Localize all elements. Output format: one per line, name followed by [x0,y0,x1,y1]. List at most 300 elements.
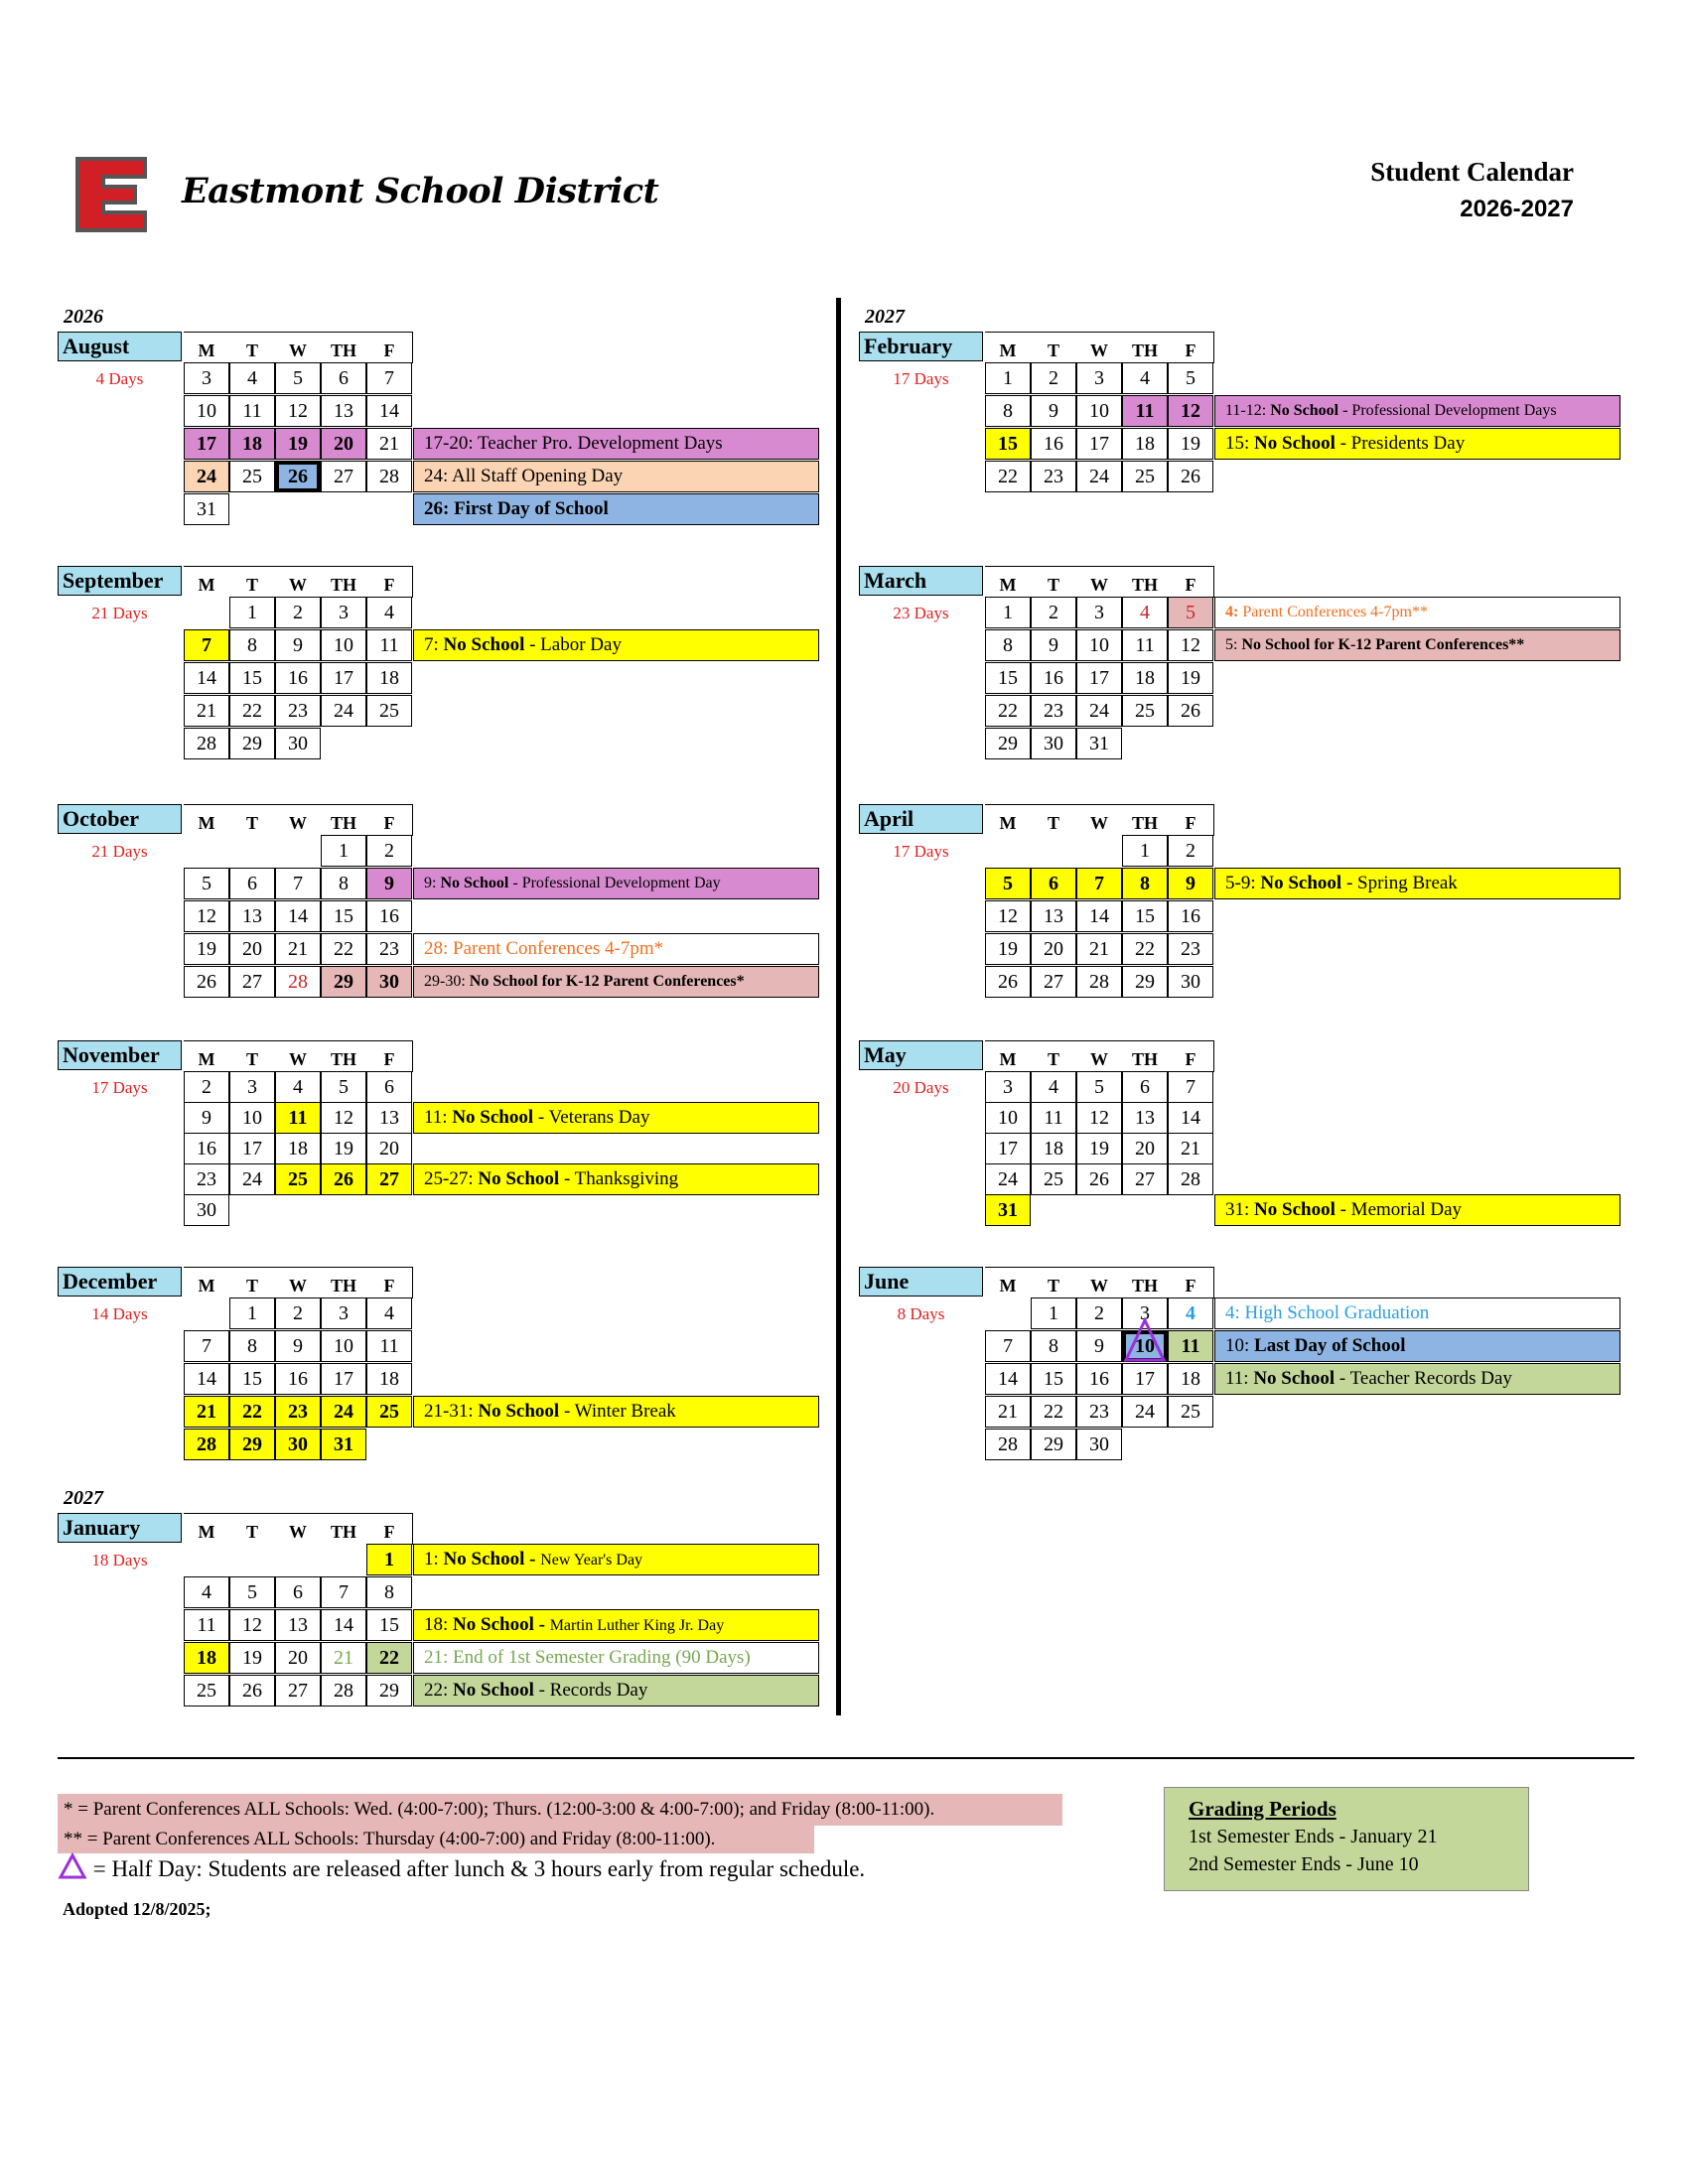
date-cell[interactable]: 24 [184,461,229,492]
weekday-header-row [184,1513,413,1545]
date-cell[interactable]: 11 [184,1609,229,1641]
date-cell[interactable]: 2 [275,597,321,628]
date-cell[interactable]: 25 [1031,1163,1076,1195]
date-cell[interactable]: 9 [1031,395,1076,427]
date-cell[interactable]: 28 [275,966,321,998]
date-cell[interactable]: 14 [275,900,321,932]
date-cell[interactable]: 26 [321,1163,366,1195]
date-cell[interactable]: 28 [321,1675,366,1706]
date-cell[interactable]: 18 [1122,428,1168,460]
grading-period-2: 2nd Semester Ends - June 10 [1189,1853,1419,1875]
date-cell[interactable]: 10 [184,395,229,427]
event-note-text: 22: [424,1680,454,1701]
date-cell[interactable]: 5 [275,362,321,394]
date-cell[interactable]: 28 [1076,966,1122,998]
date-cell[interactable]: 29 [229,1429,275,1460]
date-cell[interactable]: 3 [985,1071,1031,1103]
date-cell[interactable]: 16 [1076,1363,1122,1395]
date-cell[interactable]: 26 [1076,1163,1122,1195]
date-cell[interactable]: 1 [229,597,275,628]
weekday-header: T [245,575,258,595]
date-cell[interactable]: 22 [229,1396,275,1428]
event-note [413,1102,819,1134]
date-cell[interactable]: 18 [1168,1363,1213,1395]
date-cell[interactable]: 10 [321,1330,366,1362]
date-cell[interactable]: 19 [321,1133,366,1164]
date-cell[interactable]: 17 [229,1133,275,1164]
date-cell[interactable]: 20 [1122,1133,1168,1164]
date-cell[interactable]: 21 [1168,1133,1213,1164]
date-cell[interactable]: 2 [1168,835,1213,867]
weekday-header: TH [1131,813,1158,833]
date-cell[interactable]: 11 [366,1330,412,1362]
event-note [413,933,819,965]
date-cell[interactable]: 7 [366,362,412,394]
date-cell[interactable]: 28 [1168,1163,1213,1195]
date-cell[interactable]: 13 [275,1609,321,1641]
date-cell[interactable]: 8 [229,1330,275,1362]
date-cell[interactable]: 16 [275,1363,321,1395]
event-note [413,966,819,998]
weekday-header-row [184,1267,413,1298]
date-cell[interactable]: 5 [184,868,229,899]
month-name: August [58,332,182,361]
date-cell[interactable]: 8 [1122,868,1168,899]
date-cell[interactable]: 28 [366,461,412,492]
date-cell[interactable]: 10 [1076,395,1122,427]
date-cell[interactable]: 18 [366,662,412,694]
weekday-header: TH [1131,1276,1158,1296]
date-cell[interactable]: 8 [985,629,1031,661]
date-cell[interactable]: 23 [1031,695,1076,727]
date-cell[interactable]: 23 [1168,933,1213,965]
event-note-text: - Winter Break [559,1401,676,1422]
date-cell[interactable]: 12 [229,1609,275,1641]
date-cell[interactable]: 21 [1076,933,1122,965]
date-cell[interactable]: 6 [229,868,275,899]
date-cell[interactable]: 22 [985,695,1031,727]
date-cell[interactable]: 1 [985,362,1031,394]
date-cell[interactable]: 25 [1122,461,1168,492]
date-cell[interactable]: 12 [985,900,1031,932]
date-cell[interactable]: 10 [1122,1330,1168,1362]
date-cell[interactable]: 28 [184,1429,229,1460]
date-cell[interactable]: 25 [275,1163,321,1195]
date-cell[interactable]: 27 [229,966,275,998]
date-cell[interactable]: 16 [184,1133,229,1164]
date-cell[interactable]: 18 [229,428,275,460]
date-cell[interactable]: 6 [366,1071,412,1103]
date-cell[interactable]: 3 [184,362,229,394]
date-cell[interactable]: 4 [229,362,275,394]
footer-divider [58,1757,1634,1759]
date-cell[interactable]: 25 [366,1396,412,1428]
date-cell[interactable]: 15 [321,900,366,932]
date-cell[interactable]: 18 [1031,1133,1076,1164]
date-cell[interactable]: 18 [275,1133,321,1164]
date-cell[interactable]: 29 [366,1675,412,1706]
date-cell[interactable]: 14 [184,662,229,694]
event-note-text: No School for K-12 Parent Conferences** [1241,636,1525,653]
page-title: Student Calendar [1370,157,1574,187]
date-cell[interactable]: 28 [184,728,229,759]
school-days-count: 21 Days [91,842,148,861]
date-cell[interactable]: 3 [1122,1297,1168,1329]
date-cell[interactable]: 3 [1076,597,1122,628]
date-cell[interactable]: 23 [1031,461,1076,492]
date-cell[interactable]: 17 [1076,428,1122,460]
event-note [1214,629,1620,661]
event-note-text: 4: High School Graduation [1225,1302,1430,1323]
date-cell[interactable]: 13 [229,900,275,932]
date-cell[interactable]: 17 [1122,1363,1168,1395]
date-cell[interactable]: 19 [1168,428,1213,460]
date-cell[interactable]: 26 [275,461,321,492]
date-cell[interactable]: 8 [366,1576,412,1608]
date-cell[interactable]: 12 [275,395,321,427]
date-cell[interactable]: 11 [1122,395,1168,427]
date-cell[interactable]: 30 [275,1429,321,1460]
weekday-header-row [985,332,1214,363]
date-cell[interactable]: 23 [275,1396,321,1428]
date-cell[interactable]: 7 [985,1330,1031,1362]
date-cell[interactable]: 6 [1031,868,1076,899]
date-cell[interactable]: 14 [985,1363,1031,1395]
date-cell[interactable]: 23 [275,695,321,727]
date-cell[interactable]: 21 [184,1396,229,1428]
weekday-header: W [289,813,307,833]
date-cell[interactable]: 22 [229,695,275,727]
date-cell[interactable]: 1 [1122,835,1168,867]
weekday-header: W [1090,813,1108,833]
date-cell[interactable]: 15 [229,1363,275,1395]
date-cell[interactable]: 15 [229,662,275,694]
date-cell[interactable]: 30 [1168,966,1213,998]
date-cell[interactable]: 2 [275,1297,321,1329]
date-cell[interactable]: 26 [985,966,1031,998]
weekday-header: M [999,813,1017,833]
date-cell[interactable]: 25 [184,1675,229,1706]
date-cell[interactable]: 29 [1031,1429,1076,1460]
date-cell[interactable]: 9 [184,1102,229,1134]
month-name: September [58,566,182,596]
date-cell[interactable]: 23 [184,1163,229,1195]
date-cell[interactable]: 31 [184,493,229,525]
date-cell[interactable]: 30 [275,728,321,759]
date-cell[interactable]: 11 [229,395,275,427]
date-cell[interactable]: 17 [985,1133,1031,1164]
date-cell[interactable]: 1 [321,835,366,867]
weekday-header: TH [1131,1049,1158,1069]
district-logo [73,155,149,234]
event-note-text: No School [1260,873,1342,893]
date-cell[interactable]: 29 [321,966,366,998]
date-cell[interactable]: 5 [1076,1071,1122,1103]
date-cell[interactable]: 4 [1168,1297,1213,1329]
date-cell[interactable]: 26 [229,1675,275,1706]
date-cell[interactable]: 24 [229,1163,275,1195]
date-cell[interactable]: 27 [275,1675,321,1706]
date-cell[interactable]: 22 [985,461,1031,492]
month-name: January [58,1513,182,1543]
date-cell[interactable]: 25 [1168,1396,1213,1428]
month-september [58,566,852,764]
date-cell[interactable]: 22 [321,933,366,965]
date-cell[interactable]: 30 [184,1194,229,1226]
weekday-header: W [1090,341,1108,360]
date-cell[interactable]: 13 [1122,1102,1168,1134]
date-cell[interactable]: 19 [184,933,229,965]
date-cell[interactable]: 11 [366,629,412,661]
date-cell[interactable]: 21 [275,933,321,965]
date-cell[interactable]: 19 [229,1642,275,1674]
date-cell[interactable]: 14 [184,1363,229,1395]
date-cell[interactable]: 11 [1122,629,1168,661]
date-cell[interactable]: 24 [321,1396,366,1428]
conference-note-single: * = Parent Conferences ALL Schools: Wed. (4:00-7:00); Thurs. (12:00-3:00 & 4:00-7:00); and Friday (8:00-11:00). [58,1794,1062,1826]
date-cell[interactable]: 19 [1168,662,1213,694]
date-cell[interactable]: 19 [275,428,321,460]
date-cell[interactable]: 30 [1076,1429,1122,1460]
date-cell[interactable]: 7 [1168,1071,1213,1103]
date-cell[interactable]: 9 [275,1330,321,1362]
date-cell[interactable]: 17 [321,1363,366,1395]
date-cell[interactable]: 1 [229,1297,275,1329]
date-cell[interactable]: 9 [1168,868,1213,899]
date-cell[interactable]: 20 [321,428,366,460]
date-cell[interactable]: 15 [366,1609,412,1641]
weekday-header: M [999,1276,1017,1296]
date-cell[interactable]: 29 [985,728,1031,759]
date-cell[interactable]: 29 [1122,966,1168,998]
date-cell[interactable]: 17 [1076,662,1122,694]
date-cell[interactable]: 22 [1031,1396,1076,1428]
weekday-header: F [1185,1276,1196,1296]
date-cell[interactable]: 31 [1076,728,1122,759]
adopted-date: Adopted 12/8/2025; [63,1899,211,1919]
date-cell[interactable]: 12 [1168,629,1213,661]
date-cell[interactable]: 5 [321,1071,366,1103]
date-cell[interactable]: 2 [366,835,412,867]
date-cell[interactable]: 1 [1031,1297,1076,1329]
date-cell[interactable]: 24 [1076,461,1122,492]
date-cell[interactable]: 8 [985,395,1031,427]
date-cell[interactable]: 26 [1168,695,1213,727]
date-cell[interactable]: 16 [1031,662,1076,694]
date-cell[interactable]: 15 [985,428,1031,460]
month-february [859,306,1653,530]
date-cell[interactable]: 4 [275,1071,321,1103]
date-cell[interactable]: 24 [321,695,366,727]
date-cell[interactable]: 10 [321,629,366,661]
date-cell[interactable]: 5 [985,868,1031,899]
date-cell[interactable]: 25 [1122,695,1168,727]
date-cell[interactable]: 5 [1168,362,1213,394]
school-days-count: 17 Days [893,842,949,861]
date-cell[interactable]: 24 [1076,695,1122,727]
date-cell[interactable]: 21 [321,1642,366,1674]
date-cell[interactable]: 22 [366,1642,412,1674]
date-cell[interactable]: 23 [1076,1396,1122,1428]
event-note-text: 5-9: [1225,873,1261,893]
date-cell[interactable]: 3 [1076,362,1122,394]
date-cell[interactable]: 12 [321,1102,366,1134]
date-cell[interactable]: 2 [184,1071,229,1103]
event-note-text: No School - [443,1549,541,1570]
date-cell[interactable]: 16 [275,662,321,694]
month-december [58,1267,852,1465]
date-cell[interactable]: 3 [229,1071,275,1103]
date-cell[interactable]: 14 [1168,1102,1213,1134]
date-cell[interactable]: 11 [275,1102,321,1134]
date-cell[interactable]: 21 [184,695,229,727]
date-cell[interactable]: 5 [229,1576,275,1608]
date-cell[interactable]: 12 [184,900,229,932]
date-cell[interactable]: 17 [184,428,229,460]
date-cell[interactable]: 11 [1031,1102,1076,1134]
date-cell[interactable]: 4 [366,1297,412,1329]
date-cell[interactable]: 24 [985,1163,1031,1195]
event-note-text: No School [443,634,525,655]
date-cell[interactable]: 28 [985,1429,1031,1460]
date-cell[interactable]: 1 [366,1544,412,1575]
conference-note-double: ** = Parent Conferences ALL Schools: Thursday (4:00-7:00) and Friday (8:00-11:00). [58,1826,814,1853]
date-cell[interactable]: 9 [275,629,321,661]
date-cell[interactable]: 30 [366,966,412,998]
month-april [859,804,1653,1003]
date-cell[interactable]: 31 [321,1429,366,1460]
date-cell[interactable]: 1 [985,597,1031,628]
date-cell[interactable]: 7 [184,1330,229,1362]
date-cell[interactable]: 6 [1122,1071,1168,1103]
event-note-text: New Year's Day [540,1552,643,1569]
date-cell[interactable]: 12 [1076,1102,1122,1134]
school-days-count: 21 Days [91,604,148,622]
event-note-text: Professional Development Days [1351,402,1557,419]
date-cell[interactable]: 27 [1122,1163,1168,1195]
date-cell[interactable]: 11 [1168,1330,1213,1362]
date-cell[interactable]: 14 [321,1609,366,1641]
weekday-header: TH [330,1049,356,1069]
date-cell[interactable]: 9 [1076,1330,1122,1362]
date-cell[interactable]: 4 [1031,1071,1076,1103]
date-cell[interactable]: 14 [1076,900,1122,932]
event-note [1214,597,1620,628]
date-cell[interactable]: 3 [321,597,366,628]
date-cell[interactable]: 19 [1076,1133,1122,1164]
event-note [1214,1194,1620,1226]
date-cell[interactable]: 17 [321,662,366,694]
date-cell[interactable]: 27 [1031,966,1076,998]
date-cell[interactable]: 4 [184,1576,229,1608]
date-cell[interactable]: 29 [229,728,275,759]
date-cell[interactable]: 20 [229,933,275,965]
date-cell[interactable]: 16 [1168,900,1213,932]
date-cell[interactable]: 13 [366,1102,412,1134]
date-cell[interactable]: 4 [1122,362,1168,394]
month-name: May [859,1040,983,1070]
date-cell[interactable]: 6 [321,362,366,394]
date-cell[interactable]: 7 [184,629,229,661]
date-cell[interactable]: 8 [1031,1330,1076,1362]
date-cell[interactable]: 23 [366,933,412,965]
date-cell[interactable]: 18 [366,1363,412,1395]
date-cell[interactable]: 16 [1031,428,1076,460]
weekday-header-row [985,566,1214,598]
date-cell[interactable]: 16 [366,900,412,932]
date-cell[interactable]: 15 [1122,900,1168,932]
date-cell[interactable]: 10 [229,1102,275,1134]
weekday-header: W [289,1522,307,1542]
date-cell[interactable]: 21 [985,1396,1031,1428]
date-cell[interactable]: 2 [1031,362,1076,394]
event-note-text: Martin Luther King Jr. Day [549,1617,725,1634]
date-cell[interactable]: 9 [366,868,412,899]
date-cell[interactable]: 27 [366,1163,412,1195]
date-cell[interactable]: 26 [184,966,229,998]
date-cell[interactable]: 2 [1031,597,1076,628]
date-cell[interactable]: 31 [985,1194,1031,1226]
date-cell[interactable]: 14 [366,395,412,427]
weekday-header: T [1047,1049,1059,1069]
date-cell[interactable]: 4 [1122,597,1168,628]
month-june [859,1267,1653,1465]
date-cell[interactable]: 7 [275,868,321,899]
event-note-text: No School [478,1401,560,1422]
date-cell[interactable]: 7 [321,1576,366,1608]
date-cell[interactable]: 9 [1031,629,1076,661]
date-cell[interactable]: 6 [275,1576,321,1608]
date-cell[interactable]: 27 [321,461,366,492]
date-cell[interactable]: 24 [1122,1396,1168,1428]
date-cell[interactable]: 30 [1031,728,1076,759]
weekday-header: T [1047,813,1059,833]
date-cell[interactable]: 8 [321,868,366,899]
date-cell[interactable]: 15 [1031,1363,1076,1395]
date-cell[interactable]: 7 [1076,868,1122,899]
date-cell[interactable]: 19 [985,933,1031,965]
date-cell[interactable]: 13 [321,395,366,427]
school-days-count: 20 Days [893,1078,949,1097]
weekday-header-row [985,1040,1214,1072]
weekday-header: W [289,1049,307,1069]
date-cell[interactable]: 20 [275,1642,321,1674]
date-cell[interactable]: 22 [1122,933,1168,965]
date-cell[interactable]: 4 [366,597,412,628]
date-cell[interactable]: 21 [366,428,412,460]
date-cell[interactable]: 20 [1031,933,1076,965]
date-cell[interactable]: 18 [184,1642,229,1674]
date-cell[interactable]: 13 [1031,900,1076,932]
date-cell[interactable]: 2 [1076,1297,1122,1329]
month-november [58,1040,852,1239]
date-cell[interactable]: 3 [321,1297,366,1329]
event-note-text: - Records Day [533,1680,648,1701]
date-cell[interactable]: 25 [229,461,275,492]
date-cell[interactable]: 12 [1168,395,1213,427]
event-note-text: 7: [424,634,444,655]
date-cell[interactable]: 20 [366,1133,412,1164]
date-cell[interactable]: 8 [229,629,275,661]
weekday-header: T [1047,1276,1059,1296]
date-cell[interactable]: 5 [1168,597,1213,628]
date-cell[interactable]: 10 [1076,629,1122,661]
date-cell[interactable]: 10 [985,1102,1031,1134]
date-cell[interactable]: 15 [985,662,1031,694]
date-cell[interactable]: 18 [1122,662,1168,694]
date-cell[interactable]: 26 [1168,461,1213,492]
date-cell[interactable]: 25 [366,695,412,727]
